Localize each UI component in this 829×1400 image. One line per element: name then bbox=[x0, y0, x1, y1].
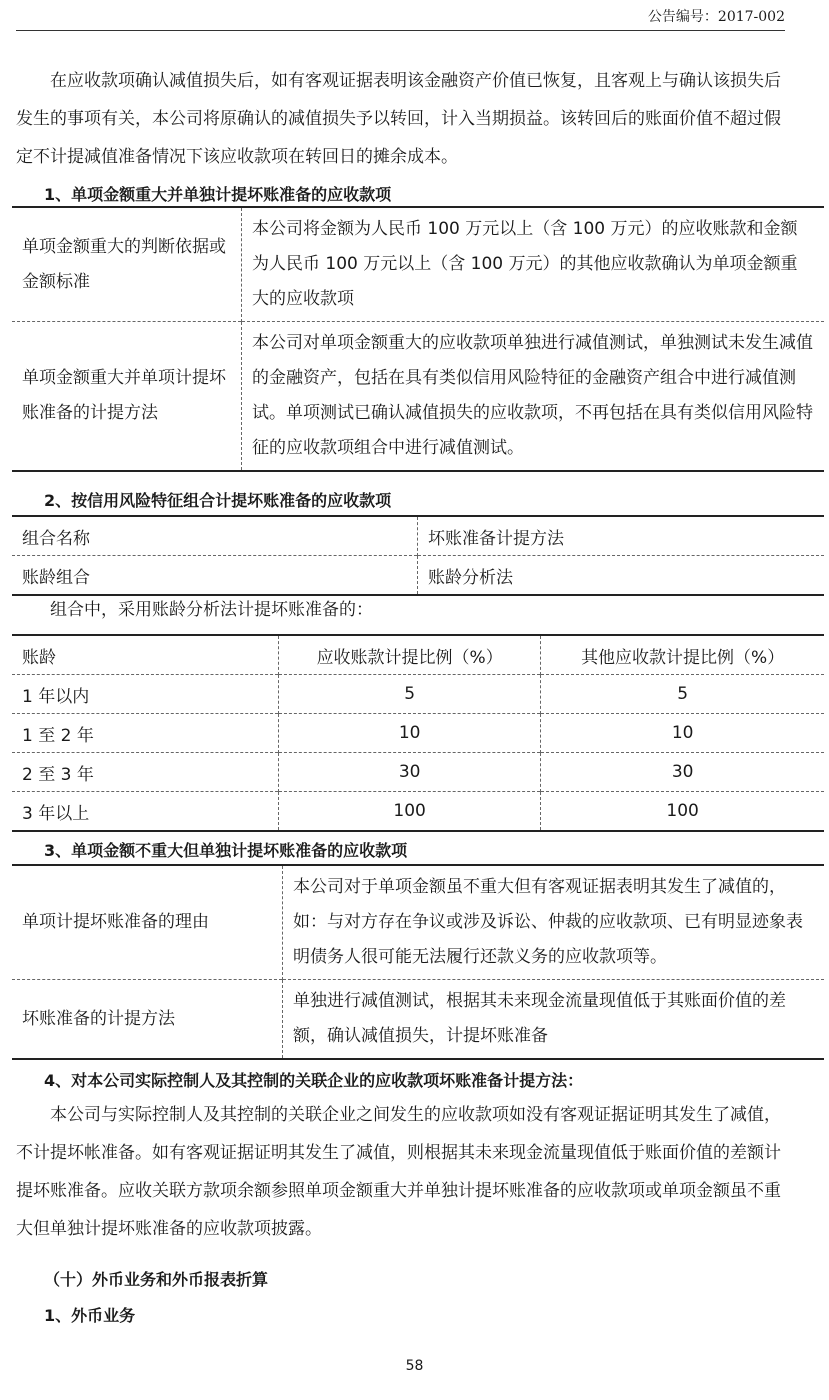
portfolio-name-header: 组合名称 bbox=[12, 516, 418, 556]
table-row: 1 至 2 年 10 10 bbox=[12, 714, 824, 753]
aging-header: 账龄 bbox=[22, 647, 56, 668]
section2-title: 2、按信用风险特征组合计提坏账准备的应收款项 bbox=[44, 491, 392, 510]
page-number: 58 bbox=[405, 1358, 424, 1374]
section3-title: 3、单项金额不重大但单独计提坏账准备的应收款项 bbox=[44, 841, 408, 860]
receivable-ratio-header: 应收账款计提比例（%） bbox=[279, 635, 541, 675]
section10-subtitle: 1、外币业务 bbox=[44, 1306, 136, 1325]
table-row bbox=[12, 322, 824, 472]
provision-content: 单独进行减值测试，根据其未来现金流量现值低于其账面价值的差额，确认减值损失，计提坏账准备 bbox=[283, 980, 825, 1060]
table-row bbox=[12, 635, 824, 675]
section10-title: （十）外币业务和外币报表折算 bbox=[44, 1270, 269, 1289]
section4-paragraph: 本公司与实际控制人及其控制的关联企业之间发生的应收款项如没有客观证据证明其发生了减值，不计提坏帐准备。如有客观证据证明其发生了减值，则根据其未来现金流量现值低于账面价值的差额计提坏账准备。应收关联方款项余额参照单项金额重大并单独计提坏账准备的应收款项或单项金额虽不重大但单独计提坏账准备的应收款项披露。 bbox=[16, 1105, 781, 1239]
section4-title: 4、对本公司实际控制人及其控制的关联企业的应收款项坏账准备计提方法： bbox=[44, 1071, 584, 1090]
method-label: 单项金额重大并单项计提坏账准备的计提方法 bbox=[12, 322, 242, 472]
provision-method-header: 坏账准备计提方法 bbox=[428, 528, 564, 549]
section3-table bbox=[12, 864, 824, 1060]
reason-label: 单项计提坏账准备的理由 bbox=[12, 865, 283, 980]
section1-title: 1、单项金额重大并单独计提坏账准备的应收款项 bbox=[44, 185, 392, 204]
table-row bbox=[12, 865, 824, 980]
section1-table bbox=[12, 206, 824, 472]
table-row: 3 年以上 100 100 bbox=[12, 792, 824, 832]
table-row bbox=[12, 207, 824, 322]
intro-paragraph: 在应收款项确认减值损失后，如有客观证据表明该金融资产价值已恢复，且客观上与确认该损失后发生的事项有关，本公司将原确认的减值损失予以转回，计入当期损益。该转回后的账面价值不超过假定不计提减值准备情况下该应收款项在转回日的摊余成本。 bbox=[16, 71, 781, 167]
aging-note: 组合中，采用账龄分析法计提坏账准备的： bbox=[50, 600, 373, 620]
table-row bbox=[12, 516, 824, 556]
table-row bbox=[12, 980, 824, 1060]
header-divider bbox=[16, 30, 785, 31]
provision-label: 坏账准备的计提方法 bbox=[12, 980, 283, 1060]
portfolio-table bbox=[12, 515, 824, 596]
document-number: 公告编号：2017-002 bbox=[647, 9, 785, 25]
portfolio-name-cell: 账龄组合 bbox=[12, 556, 418, 596]
table-row: 1 年以内 5 5 bbox=[12, 675, 824, 714]
aging-table bbox=[12, 634, 824, 832]
table-row: 2 至 3 年 30 30 bbox=[12, 753, 824, 792]
criteria-content: 本公司将金额为人民币 100 万元以上（含 100 万元）的应收账款和金额为人民币 100 万元以上（含 100 万元）的其他应收款确认为单项金额重大的应收款项 bbox=[252, 219, 798, 309]
reason-content: 本公司对于单项金额虽不重大但有客观证据表明其发生了减值的，如：与对方存在争议或涉及诉讼、仲裁的应收款项、已有明显迹象表明债务人很可能无法履行还款义务的应收款项等。 bbox=[293, 877, 803, 967]
table-row bbox=[12, 556, 824, 596]
other-ratio-header: 其他应收款计提比例（%） bbox=[541, 635, 824, 675]
criteria-label: 单项金额重大的判断依据或金额标准 bbox=[12, 207, 242, 322]
method-content: 本公司对单项金额重大的应收款项单独进行减值测试，单独测试未发生减值的金融资产，包括在具有类似信用风险特征的金融资产组合中进行减值测试。单项测试已确认减值损失的应收款项，不再包括在具有类似信用风险特征的应收款项组合中进行减值测试。 bbox=[242, 322, 825, 472]
provision-method-cell: 账龄分析法 bbox=[418, 556, 825, 596]
